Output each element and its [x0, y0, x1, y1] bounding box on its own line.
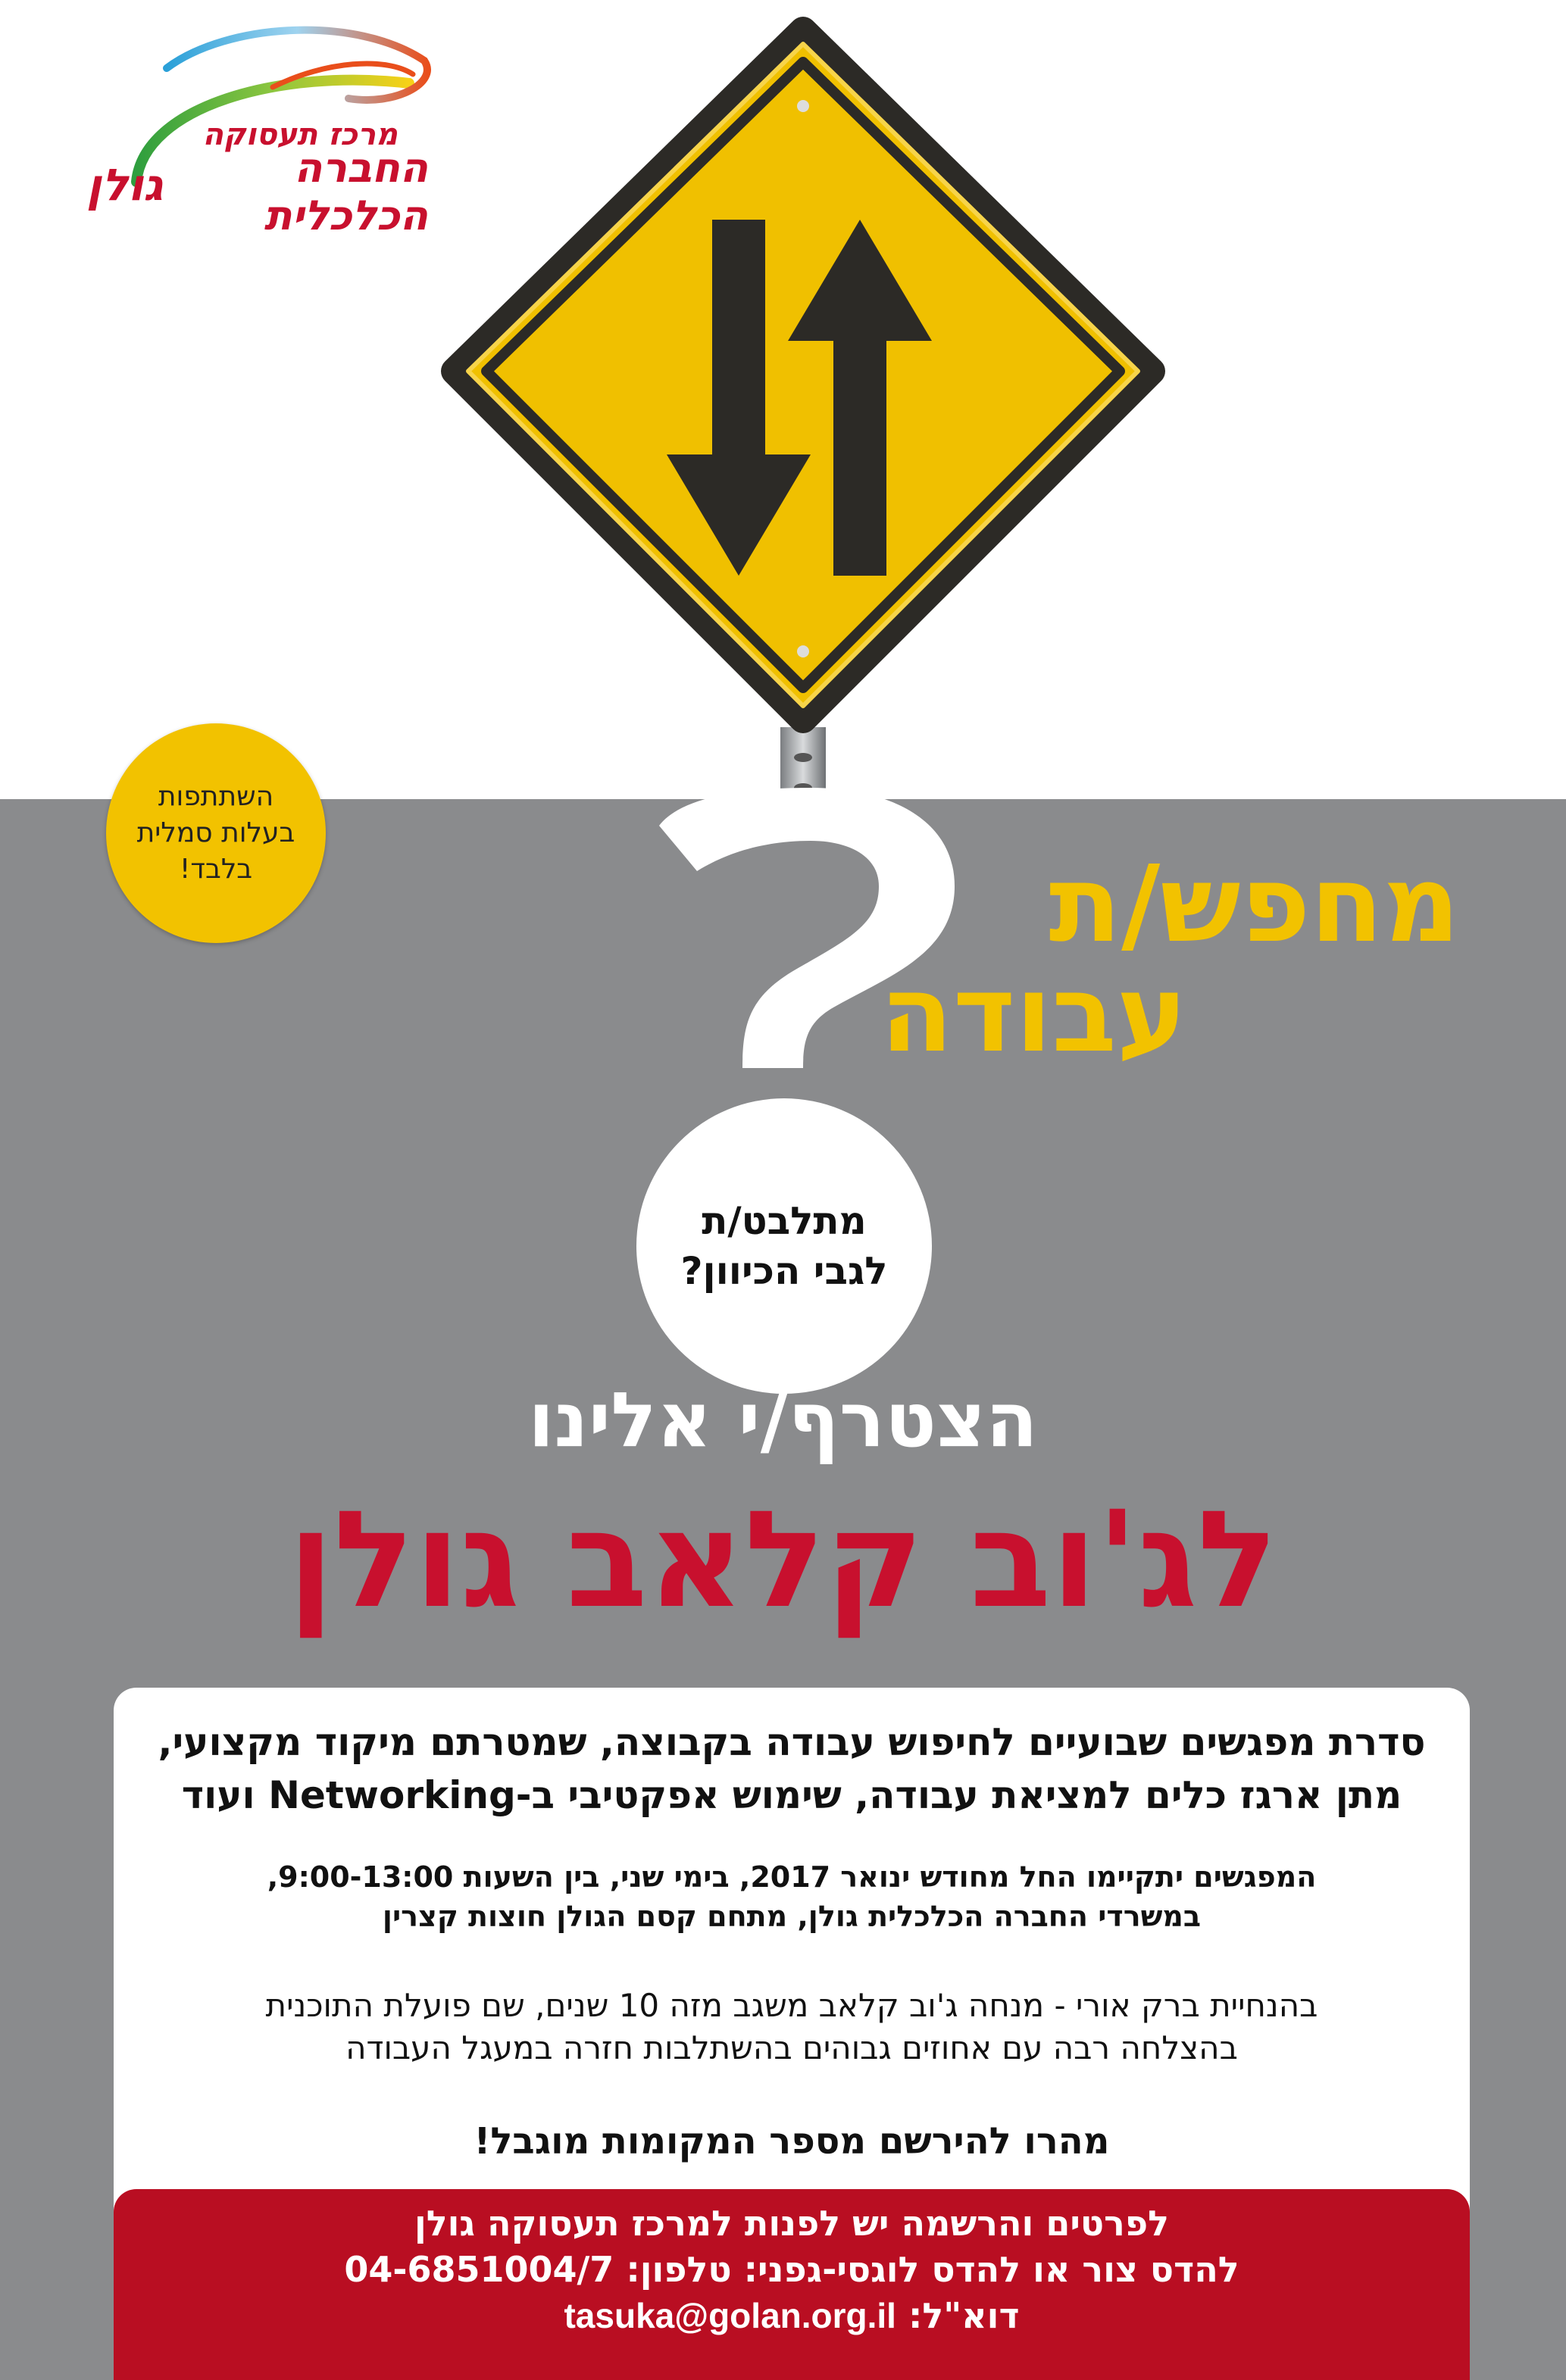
headline-line-1: מחפש/ת	[1049, 843, 1460, 967]
schedule-line-2: במשרדי החברה הכלכלית גולן, מתחם קסם הגולן חוצות קצרין	[382, 1900, 1202, 1933]
program-description	[129, 1716, 1455, 1822]
job-club-title: לג'וב קלאב גולן	[288, 1482, 1278, 1638]
badge-line-1: השתתפות	[158, 781, 274, 812]
guide-line-1: בהנחיית ברק אורי - מנחה ג'וב קלאב משגב מזה 10 שנים, שם פועלת התוכנית	[265, 1987, 1318, 2024]
description-line-2: מתן ארגז כלים למציאת עבודה, שימוש אפקטיבי ב-Networking ועוד	[181, 1773, 1402, 1817]
circle-line-2: לגבי הכיוון?	[680, 1249, 888, 1293]
contact-line-1: לפרטים והרשמה יש לפנות למרכז תעסוקה גולן	[414, 2203, 1169, 2244]
email-label: דוא"ל:	[908, 2295, 1020, 2336]
description-line-1: סדרת מפגשים שבועיים לחיפוש עבודה בקבוצה, שמטרתם מיקוד מקצועי,	[158, 1720, 1426, 1764]
two-way-traffic-sign	[424, 0, 1182, 818]
email-link[interactable]: tasuka@golan.org.il	[564, 2296, 896, 2335]
limited-spots-notice: מהרו להירשם מספר המקומות מוגבל!	[474, 2120, 1110, 2163]
join-us-heading: הצטרף/י אלינו	[528, 1376, 1038, 1464]
logo-employment-center: מרכז תעסוקה	[202, 117, 398, 152]
direction-question-circle	[636, 1098, 932, 1394]
contact-email-line	[114, 2293, 1470, 2338]
logo-golan: גולן	[86, 159, 163, 211]
guide-line-2: בהצלחה רבה עם אחוזים גבוהים בהשתלבות חזרה במעגל העבודה	[345, 2029, 1238, 2066]
badge-line-2: בעלות סמלית	[136, 817, 295, 848]
badge-line-3: בלבד!	[179, 854, 253, 885]
headline-line-2: עבודה	[880, 953, 1187, 1076]
contact-phone-line: להדס צור או להדס לוגסי-גפני: טלפון: 04-6851004/7	[344, 2249, 1239, 2290]
schedule-info	[129, 1857, 1455, 1936]
participation-fee-badge	[106, 723, 326, 943]
logo-company-name: החברה הכלכלית	[264, 144, 428, 239]
facilitator-info	[129, 1985, 1455, 2069]
circle-line-1: מתלבט/ת	[702, 1199, 867, 1243]
schedule-line-1: המפגשים יתקיימו החל מחודש ינואר 2017, בימי שני, בין השעות 9:00-13:00,	[267, 1860, 1317, 1894]
two-way-traffic-sign-icon	[424, 0, 1182, 818]
